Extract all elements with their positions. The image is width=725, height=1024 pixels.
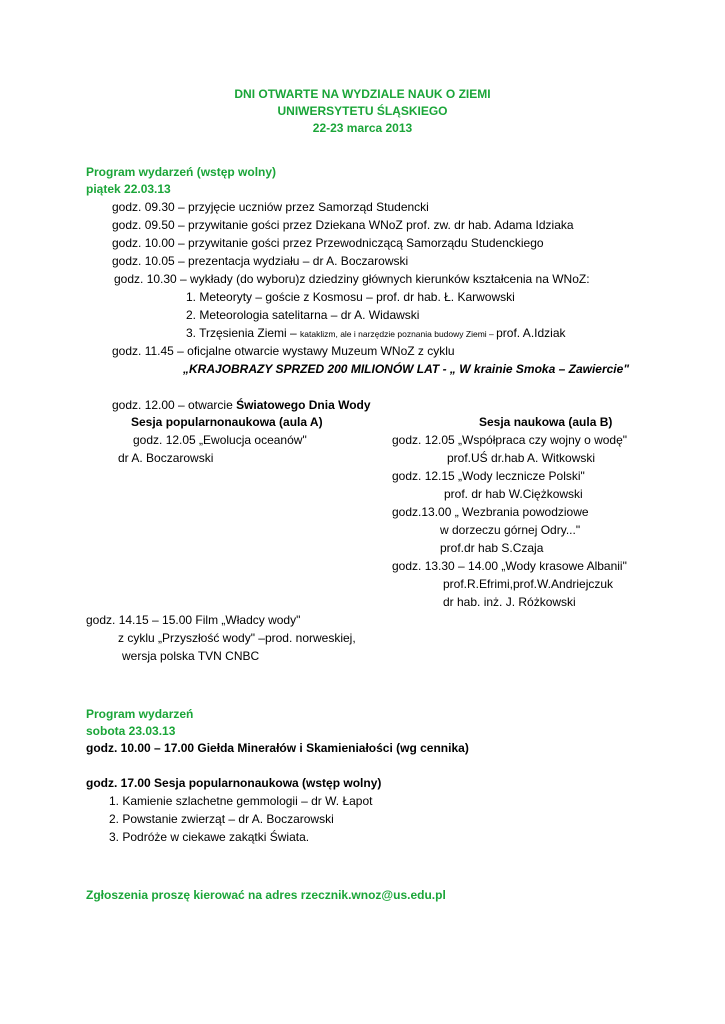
session-b-line: godz. 12.15 „Wody lecznicze Polski" xyxy=(392,469,585,483)
friday-date: piątek 22.03.13 xyxy=(86,182,171,196)
museum-exhibition-title: „KRAJOBRAZY SPRZED 200 MILIONÓW LAT - „ W krainie Smoka – Zawiercie" xyxy=(183,362,630,376)
film-line: z cyklu „Przyszłość wody" –prod. norweskiej, xyxy=(118,631,356,645)
session-a-line: godz. 12.05 „Ewolucja oceanów" xyxy=(133,433,307,447)
film-line: wersja polska TVN CNBC xyxy=(122,649,260,663)
contact-info: Zgłoszenia proszę kierować na adres rzecznik.wnoz@us.edu.pl xyxy=(86,888,446,902)
lecture-item: 2. Meteorologia satelitarna – dr A. Widawski xyxy=(186,308,420,322)
session-b-line: prof.R.Efrimi,prof.W.Andriejczuk xyxy=(443,577,614,591)
session-b-line: w dorzeczu górnej Odry..." xyxy=(440,523,581,537)
museum-opening: godz. 11.45 – oficjalne otwarcie wystawy Muzeum WNoZ z cyklu xyxy=(112,344,455,358)
lecture-item-3: 3. Trzęsienia Ziemi – kataklizm, ale i narzędzie poznania budowy Ziemi – prof. A.Idziak xyxy=(186,326,566,340)
friday-item: godz. 10.00 – przywitanie gości przez Przewodniczącą Samorządu Studenckiego xyxy=(112,236,544,250)
session-b-line: prof.dr hab S.Czaja xyxy=(440,541,544,555)
friday-item: godz. 09.50 – przywitanie gości przez Dziekana WNoZ prof. zw. dr hab. Adama Idziaka xyxy=(112,218,574,232)
session-b-line: godz. 12.05 „Współpraca czy wojny o wodę" xyxy=(392,433,628,447)
friday-item: godz. 10.30 – wykłady (do wyboru)z dziedziny głównych kierunków kształcenia na WNoZ: xyxy=(114,272,590,286)
saturday-heading: Program wydarzeń xyxy=(86,707,194,721)
saturday-list-item: 3. Podróże w ciekawe zakątki Świata. xyxy=(109,830,310,844)
saturday-list-item: 2. Powstanie zwierząt – dr A. Boczarowski xyxy=(109,812,334,826)
friday-heading: Program wydarzeń (wstęp wolny) xyxy=(86,165,277,179)
session-b-title: Sesja naukowa (aula B) xyxy=(479,415,613,429)
film-line: godz. 14.15 – 15.00 Film „Władcy wody" xyxy=(86,613,301,627)
saturday-session-title: godz. 17.00 Sesja popularnonaukowa (wstęp wolny) xyxy=(86,776,382,790)
session-b-line: godz. 13.30 – 14.00 „Wody krasowe Albanii" xyxy=(392,559,627,573)
water-day-opening: godz. 12.00 – otwarcie Światowego Dnia Wody xyxy=(112,398,371,412)
friday-item: godz. 10.05 – prezentacja wydziału – dr A. Boczarowski xyxy=(112,254,409,268)
friday-item: godz. 09.30 – przyjęcie uczniów przez Samorząd Studencki xyxy=(112,200,429,214)
session-b-line: prof. dr hab W.Ciężkowski xyxy=(444,487,583,501)
session-b-line: prof.UŚ dr.hab A. Witkowski xyxy=(447,451,596,465)
saturday-date: sobota 23.03.13 xyxy=(86,724,176,738)
mineral-fair: godz. 10.00 – 17.00 Giełda Minerałów i Skamieniałości (wg cennika) xyxy=(86,741,469,755)
title-line-3: 22-23 marca 2013 xyxy=(312,121,413,135)
session-a-title: Sesja popularnonaukowa (aula A) xyxy=(131,415,323,429)
session-a-line: dr A. Boczarowski xyxy=(118,451,214,465)
title-line-2: UNIWERSYTETU ŚLĄSKIEGO xyxy=(277,104,448,118)
session-b-line: godz.13.00 „ Wezbrania powodziowe xyxy=(392,505,589,519)
session-b-line: dr hab. inż. J. Różkowski xyxy=(443,595,576,609)
lecture-item: 1. Meteoryty – goście z Kosmosu – prof. dr hab. Ł. Karwowski xyxy=(186,290,515,304)
title-line-1: DNI OTWARTE NA WYDZIALE NAUK O ZIEMI xyxy=(234,87,491,101)
saturday-list-item: 1. Kamienie szlachetne gemmologii – dr W. Łapot xyxy=(109,794,373,808)
